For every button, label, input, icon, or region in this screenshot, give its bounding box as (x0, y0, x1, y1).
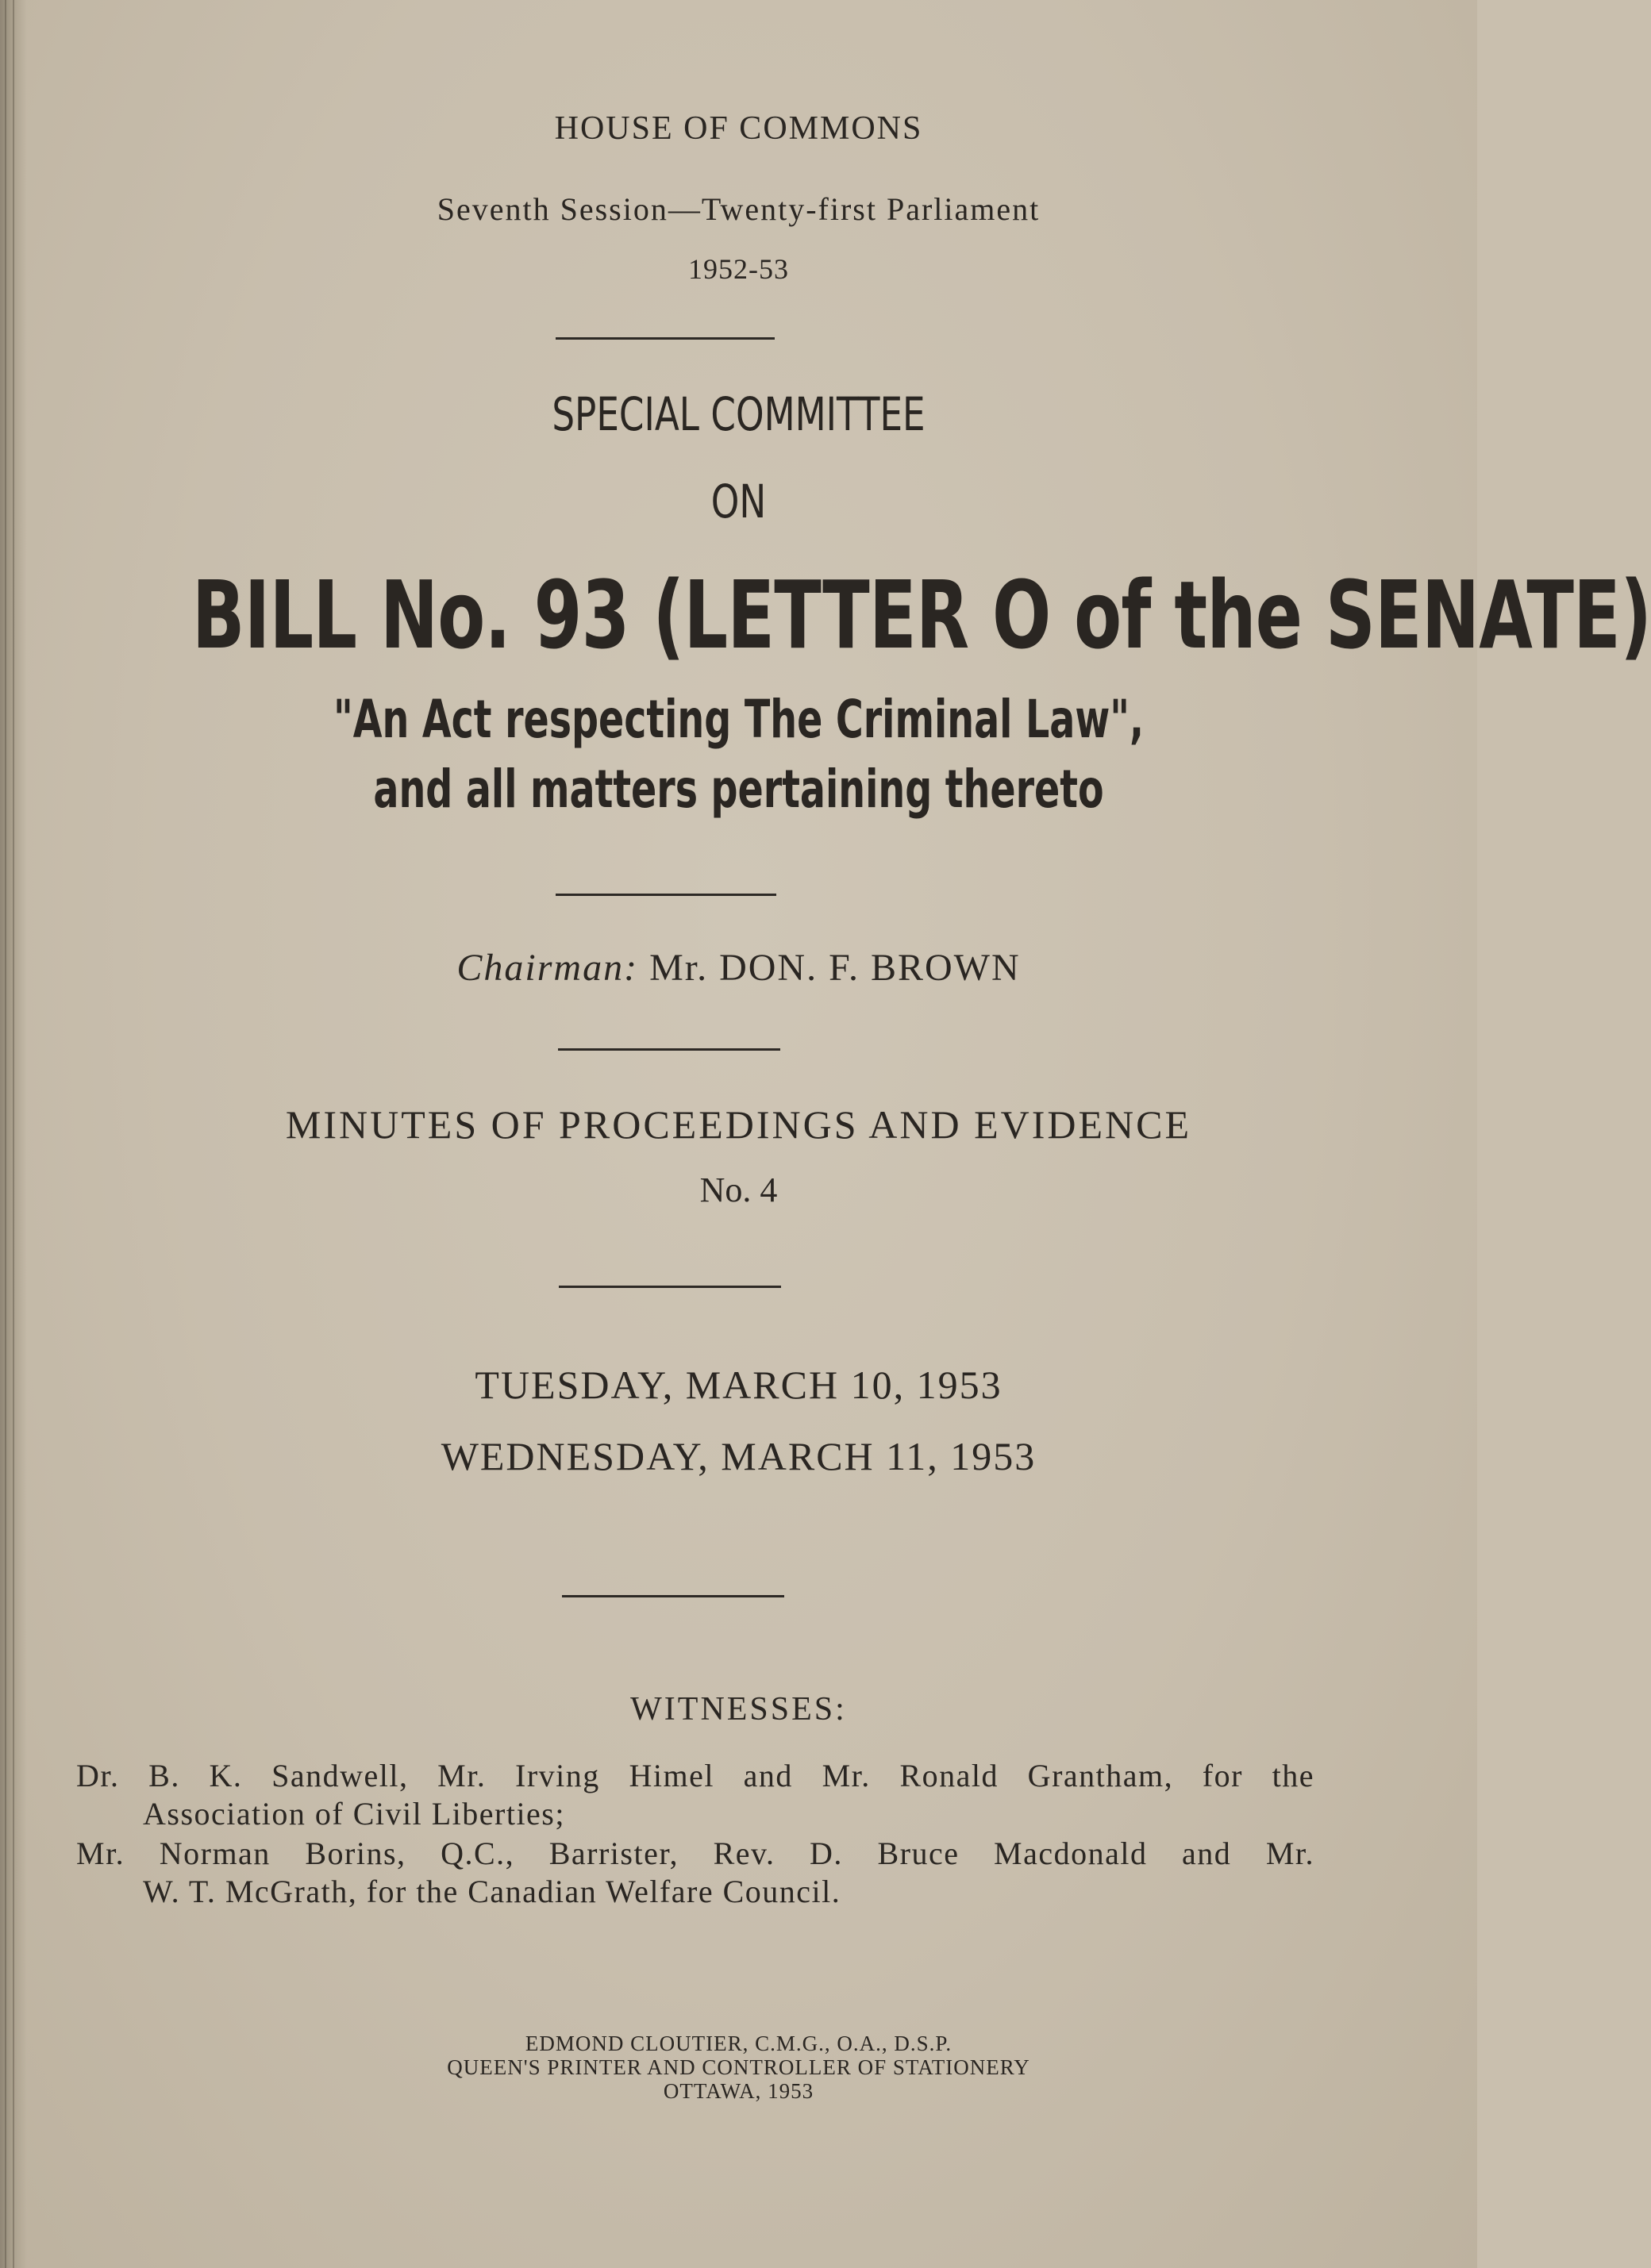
divider-rule (558, 1048, 780, 1051)
divider-rule (556, 894, 776, 896)
committee-name: SPECIAL COMMITTEE (552, 387, 926, 441)
witness-entry (76, 1835, 1314, 1911)
witness-entry-continuation: W. T. McGrath, for the Canadian Welfare Council. (143, 1874, 841, 1909)
bill-subtitle-line2: and all matters pertaining thereto (373, 759, 1104, 820)
divider-rule (562, 1595, 784, 1597)
session-years: 1952-53 (688, 253, 789, 285)
chairman-name: Mr. DON. F. BROWN (649, 947, 1021, 989)
bill-subtitle-line1: "An Act respecting The Criminal Law", (333, 689, 1145, 750)
imprint-line: EDMOND CLOUTIER, C.M.G., O.A., D.S.P. (525, 2032, 952, 2055)
meeting-date: TUESDAY, MARCH 10, 1953 (475, 1363, 1003, 1407)
session-line: Seventh Session—Twenty-first Parliament (437, 191, 1041, 227)
witness-entry-line: Mr. Norman Borins, Q.C., Barrister, Rev. D. Bruce Macdonald and Mr. (76, 1836, 1314, 1871)
meeting-date: WEDNESDAY, MARCH 11, 1953 (441, 1434, 1037, 1478)
witness-entry (76, 1757, 1314, 1833)
minutes-title: MINUTES OF PROCEEDINGS AND EVIDENCE (285, 1102, 1192, 1147)
imprint-line: QUEEN'S PRINTER AND CONTROLLER OF STATIONERY (447, 2055, 1030, 2079)
bill-title: BILL No. 93 (LETTER O of the SENATE) (191, 560, 1651, 670)
committee-on: ON (710, 475, 767, 529)
divider-rule (556, 337, 775, 340)
chairman-label: Chairman: (456, 947, 639, 989)
house-heading: HOUSE OF COMMONS (554, 110, 923, 147)
divider-rule (559, 1286, 781, 1288)
imprint-line: OTTAWA, 1953 (663, 2079, 814, 2103)
chairman-line (0, 946, 1477, 990)
witnesses-heading: WITNESSES: (630, 1691, 847, 1728)
printer-imprint (0, 2032, 1477, 2103)
witness-entry-line: Dr. B. K. Sandwell, Mr. Irving Himel and Mr. Ronald Grantham, for the (76, 1758, 1314, 1793)
minutes-number: No. 4 (699, 1171, 778, 1209)
witness-entry-continuation: Association of Civil Liberties; (143, 1796, 565, 1832)
